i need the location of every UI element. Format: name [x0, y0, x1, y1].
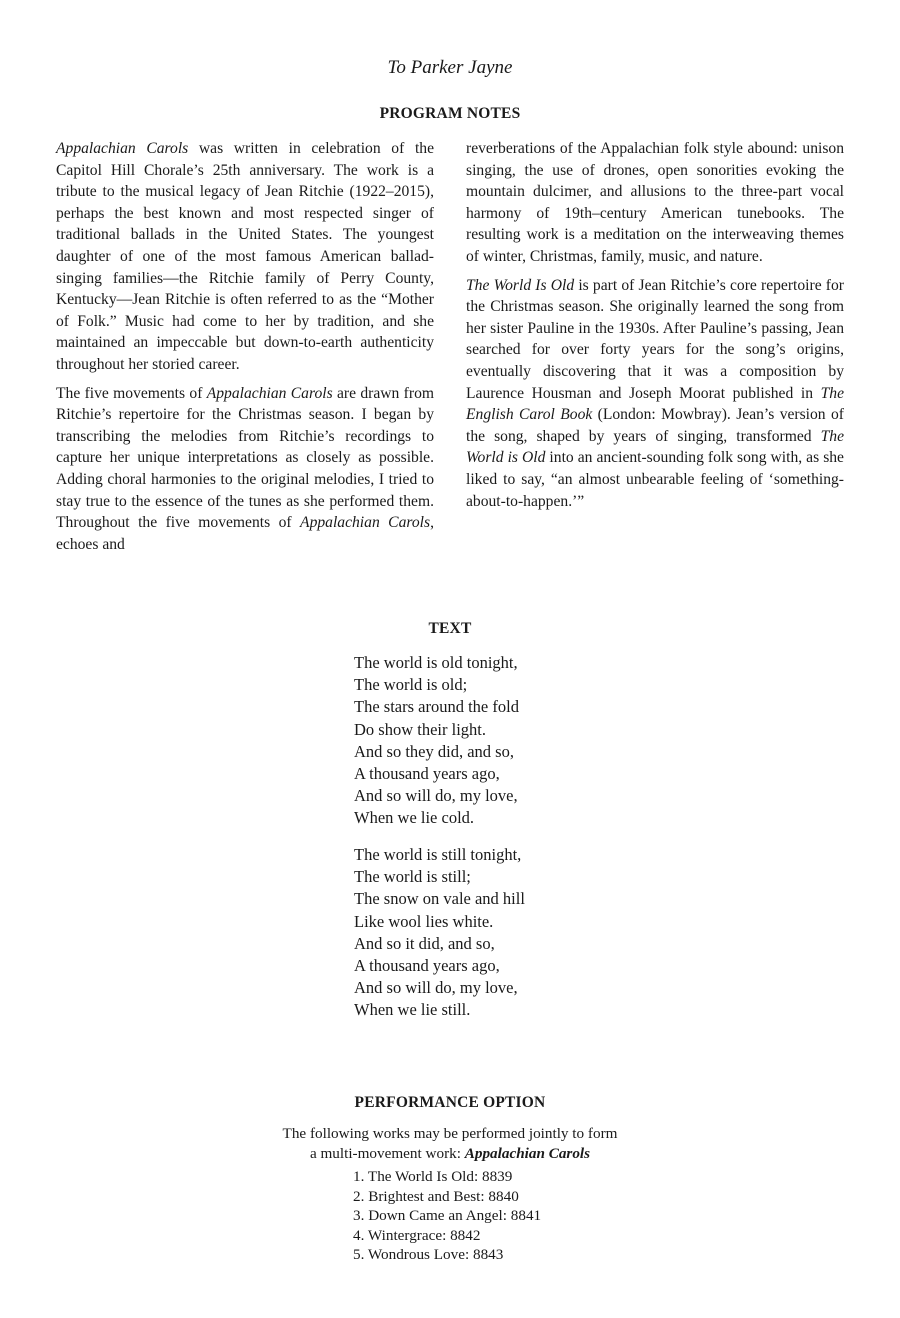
poem-line: A thousand years ago, [354, 764, 500, 784]
paragraph-text: is part of Jean Ritchie’s core repertoire for the Christmas season. She originally learned the song from her sister Pauline in the 1930s. After Pauline’s passing, Jean searched for over forty years for the song’s origins, eventually discovering that it was a composition by Laurence Housman and Joseph Moorat published in [466, 276, 844, 402]
poem-line: And so will do, my love, [354, 978, 518, 998]
paragraph-text: into an ancient-sounding folk song with, as she liked to say, “an almost unbearable feeling of ‘something-about-to-happen.’” [466, 449, 844, 510]
intro-line [0, 1144, 900, 1164]
book-title: The English Carol Book [466, 384, 844, 424]
program-notes-column-left [56, 138, 434, 562]
movement-item: 3. Down Came an Angel: 8841 [353, 1207, 542, 1225]
poem-line: And so will do, my love, [354, 786, 518, 806]
movement-item: 4. Wintergrace: 8842 [353, 1226, 481, 1244]
movement-list [353, 1167, 653, 1265]
intro-text: a multi-movement work: [309, 1145, 465, 1162]
dedication: To Parker Jayne [387, 57, 513, 78]
poem-line: Do show their light. [354, 719, 486, 739]
poem-line: Like wool lies white. [354, 911, 494, 931]
program-notes-paragraph-2-continued [466, 138, 844, 268]
text-heading: TEXT [428, 620, 472, 637]
poem-line: The world is old tonight, [354, 653, 518, 672]
poem-line: The world is still; [354, 867, 471, 887]
work-title: Appalachian Carols [300, 514, 431, 532]
paragraph-text: The five movements of [56, 384, 207, 402]
poem-line: When we lie cold. [354, 808, 475, 828]
program-notes-paragraph-2 [56, 383, 434, 556]
poem-line: The stars around the fold [354, 697, 519, 717]
poem-line: The world is still tonight, [354, 845, 522, 864]
paragraph-text: was written in celebration of the Capitol Hill Chorale’s 25th anniversary. The work is a tribute to the musical legacy of Jean Ritchie (1922–2015), perhaps the best known and most respected singer of traditional ballads in the United States. The youngest daughter of one of the most famous American ballad-singing families—the Ritchie family of Perry County, Kentucky—Jean Ritchie is often referred to as the “Mother of Folk.” Music had come to her by tradition, and she maintained an impeccable but down-to-earth authenticity throughout her storied career. [56, 140, 434, 373]
program-notes-column-right [466, 138, 844, 519]
song-title: The World Is Old [466, 276, 575, 294]
poem-line: A thousand years ago, [354, 956, 500, 976]
program-notes-heading: PROGRAM NOTES [379, 105, 521, 122]
poem-line: And so it did, and so, [354, 933, 495, 953]
paragraph-text: , echoes and [56, 514, 434, 553]
poem-stanza-2 [354, 844, 674, 1022]
poem-line: The world is old; [354, 675, 468, 695]
movement-item: 5. Wondrous Love: 8843 [353, 1246, 504, 1264]
intro-line: The following works may be performed jointly to form [282, 1125, 618, 1142]
poem-line: When we lie still. [354, 1000, 471, 1020]
paragraph-text: are drawn from Ritchie’s repertoire for the Christmas season. I began by transcribing the melodies from Ritchie’s recordings to capture her unique interpretations as closely as possible. Adding choral harmonies to the original melodies, I tried to stay true to the essence of the tunes as she performed them. Throughout the five movements of [56, 384, 434, 532]
movement-item: 1. The World Is Old: 8839 [353, 1168, 513, 1185]
work-title: Appalachian Carols [56, 140, 189, 157]
performance-option-intro [0, 1124, 900, 1164]
movement-item: 2. Brightest and Best: 8840 [353, 1187, 519, 1205]
performance-option-heading: PERFORMANCE OPTION [354, 1094, 546, 1111]
work-title: Appalachian Carols [464, 1145, 591, 1162]
work-title: Appalachian Carols [206, 384, 333, 402]
song-title: The World is Old [466, 427, 844, 467]
paragraph-text: reverberations of the Appalachian folk style abound: unison singing, the use of drones, open sonorities evoking the mountain dulcimer, and allusions to the three-part vocal harmony of 19th–century American tunebooks. The resulting work is a meditation on the interweaving themes of winter, Christmas, family, music, and nature. [466, 140, 844, 265]
program-notes-paragraph-3 [466, 275, 844, 513]
paragraph-text: (London: Mowbray). Jean’s version of the song, shaped by years of singing, transformed [466, 406, 844, 445]
poem-line: And so they did, and so, [354, 741, 514, 761]
poem-stanza-1 [354, 652, 674, 830]
program-notes-paragraph-1 [56, 138, 434, 376]
poem-line: The snow on vale and hill [354, 889, 525, 909]
